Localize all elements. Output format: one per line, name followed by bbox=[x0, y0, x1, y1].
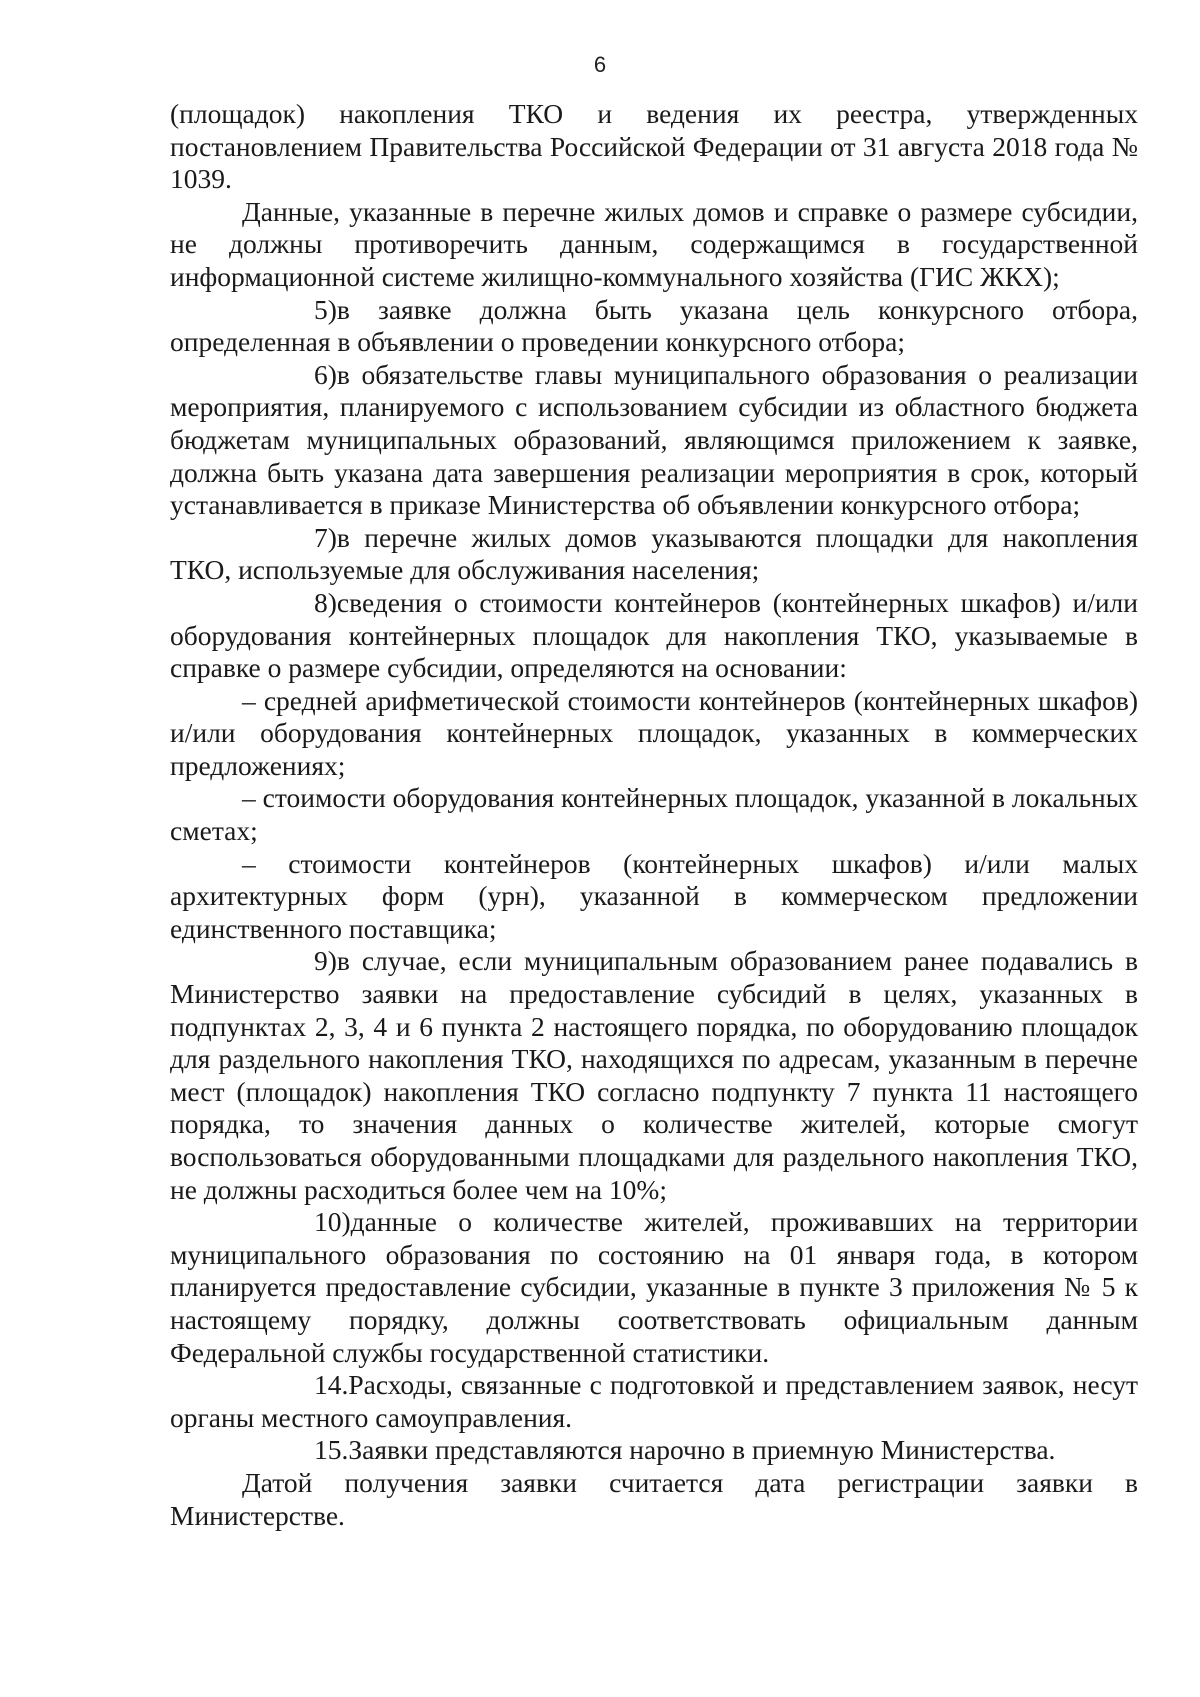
paragraph-receipt-date bbox=[170, 1467, 1138, 1532]
paragraph-text: в перечне жилых домов указываются площадки для накопления ТКО, используемые для обслуживания населения; bbox=[170, 521, 1138, 586]
paragraph-text: в случае, если муниципальным образованием ранее подавались в Министерство заявки на предоставление субсидий в целях, указанных в подпунктах 2, 3, 4 и 6 пункта 2 настоящего порядка, по оборудованию площадок для раздельного накопления ТКО, находящихся по адресам, указанным в перечне мест (площадок) накопления ТКО согласно подпункту 7 пункта 11 настоящего порядка, то значения данных о количестве жителей, которые смогут воспользоваться оборудованными площадками для раздельного накопления ТКО, не должны расходиться более чем на 10%; bbox=[170, 945, 1138, 1205]
section-14 bbox=[170, 1369, 1138, 1434]
paragraph-text: – стоимости оборудования контейнерных площадок, указанной в локальных сметах; bbox=[170, 782, 1138, 847]
list-marker: 10) bbox=[314, 1206, 351, 1238]
paragraph-continuation bbox=[170, 98, 1138, 196]
paragraph-gis-data bbox=[170, 196, 1138, 294]
section-marker: 14. bbox=[314, 1369, 349, 1401]
paragraph-text: Расходы, связанные с подготовкой и представлением заявок, несут органы местного самоуправления. bbox=[170, 1369, 1138, 1433]
list-marker: 6) bbox=[314, 358, 337, 390]
paragraph-text: Заявки представляются нарочно в приемную Министерства. bbox=[348, 1434, 1056, 1466]
list-marker: 9) bbox=[314, 945, 337, 977]
list-item-8 bbox=[170, 587, 1138, 685]
paragraph-text: Данные, указанные в перечне жилых домов и справке о размере субсидии, не должны противоречить данным, содержащимся в государственной информационной системе жилищно-коммунального хозяйства (ГИС ЖКХ); bbox=[170, 195, 1138, 292]
list-marker: 8) bbox=[314, 586, 337, 618]
dash-item-average-cost bbox=[170, 685, 1138, 783]
page-number: 6 bbox=[593, 52, 607, 77]
paragraph-text: данные о количестве жителей, проживавших на территории муниципального образования по состоянию на 01 января года, в котором планируется предоставление субсидии, указанные в пункте 3 приложения № 5 к настоящему порядку, должны соответствовать официальным данным Федеральной службы государственной статистики. bbox=[170, 1206, 1138, 1368]
list-marker: 5) bbox=[314, 293, 337, 325]
paragraph-text: сведения о стоимости контейнеров (контейнерных шкафов) и/или оборудования контейнерных площадок для накопления ТКО, указываемые в справке о размере субсидии, определяются на основании: bbox=[170, 586, 1138, 684]
list-item-5 bbox=[170, 294, 1138, 359]
list-item-7 bbox=[170, 522, 1138, 587]
document-body bbox=[170, 98, 1138, 1532]
dash-item-single-supplier bbox=[170, 848, 1138, 946]
paragraph-text: в заявке должна быть указана цель конкурсного отбора, определенная в объявлении о проведении конкурсного отбора; bbox=[170, 293, 1138, 358]
section-15 bbox=[170, 1434, 1138, 1467]
dash-item-local-estimates bbox=[170, 782, 1138, 847]
paragraph-text: – стоимости контейнеров (контейнерных шкафов) и/или малых архитектурных форм (урн), указанной в коммерческом предложении единственного поставщика; bbox=[170, 847, 1138, 944]
paragraph-text: в обязательстве главы муниципального образования о реализации мероприятия, планируемого с использованием субсидии из областного бюджета бюджетам муниципальных образований, являющимся приложением к заявке, должна быть указана дата завершения реализации мероприятия в срок, который устанавливается в приказе Министерства об объявлении конкурсного отбора; bbox=[170, 358, 1138, 521]
list-item-6 bbox=[170, 359, 1138, 522]
list-item-10 bbox=[170, 1206, 1138, 1369]
list-item-9 bbox=[170, 945, 1138, 1206]
section-marker: 15. bbox=[314, 1434, 349, 1466]
paragraph-text: – средней арифметической стоимости контейнеров (контейнерных шкафов) и/или оборудования контейнерных площадок, указанных в коммерческих предложениях; bbox=[170, 684, 1138, 781]
paragraph-text: Датой получения заявки считается дата регистрации заявки в Министерстве. bbox=[170, 1466, 1138, 1531]
paragraph-text: (площадок) накопления ТКО и ведения их реестра, утвержденных постановлением Правительства Российской Федерации от 31 августа 2018 года № 1039. bbox=[170, 98, 1138, 195]
list-marker: 7) bbox=[314, 521, 337, 553]
